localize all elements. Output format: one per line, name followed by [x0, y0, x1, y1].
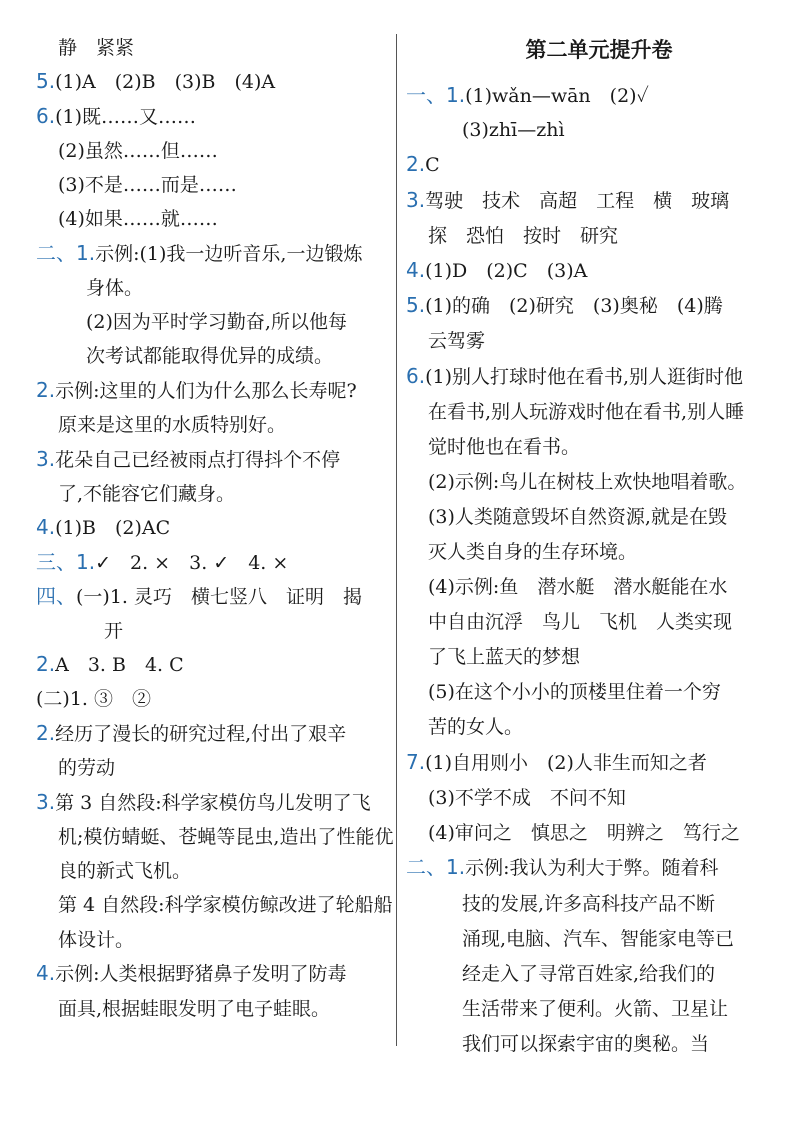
answer-line: 2.经历了漫长的研究过程,付出了艰辛 — [36, 721, 347, 745]
answer-line: 2.A 3. B 4. C — [36, 652, 184, 676]
answer-line: 静 紧紧 — [58, 37, 135, 59]
section-title: 第二单元提升卷 — [525, 38, 673, 62]
answer-line: 经走入了寻常百姓家,给我们的 — [462, 963, 716, 985]
answer-line: 苦的女人。 — [428, 716, 524, 738]
answer-line: 了飞上蓝天的梦想 — [428, 646, 581, 668]
answer-line: (3)不是……而是…… — [58, 174, 237, 196]
answer-line: 原来是这里的水质特别好。 — [58, 414, 287, 436]
answer-line: 身体。 — [86, 277, 144, 299]
answer-line: 体设计。 — [58, 929, 135, 951]
answer-line: 三、1.✓ 2. × 3. ✓ 4. × — [36, 550, 289, 574]
answer-line: 次考试都能取得优异的成绩。 — [86, 345, 334, 367]
answer-line: (二)1. ③ ② — [36, 688, 151, 710]
answer-line: (2)虽然……但…… — [58, 140, 218, 162]
answer-line: 觉时他也在看书。 — [428, 436, 581, 458]
answer-line: 中自由沉浮 鸟儿 飞机 人类实现 — [428, 611, 733, 633]
answer-line: (4)如果……就…… — [58, 208, 218, 230]
answer-line: 四、(一)1. 灵巧 横七竖八 证明 揭 — [36, 584, 362, 608]
answer-line: 6.(1)既……又…… — [36, 104, 197, 128]
answer-line: 3.第 3 自然段:科学家模仿鸟儿发明了飞 — [36, 790, 371, 814]
answer-line: 4.示例:人类根据野猪鼻子发明了防毒 — [36, 961, 347, 985]
answer-line: (3)不学不成 不问不知 — [428, 787, 626, 809]
answer-line: 我们可以探索宇宙的奥秘。当 — [462, 1033, 710, 1055]
answer-line: 生活带来了便利。火箭、卫星让 — [462, 998, 729, 1020]
answer-line: (3)人类随意毁坏自然资源,就是在毁 — [428, 506, 727, 528]
answer-line: 5.(1)的确 (2)研究 (3)奥秘 (4)腾 — [406, 293, 723, 317]
answer-line: 3.花朵自己已经被雨点打得抖个不停 — [36, 447, 341, 471]
answer-line: 一、1.(1)wǎn—wān (2)✓ — [406, 83, 649, 107]
answer-line: 6.(1)别人打球时他在看书,别人逛街时他 — [406, 364, 744, 388]
answer-line: 4.(1)D (2)C (3)A — [406, 258, 588, 282]
answer-line: (3)zhī—zhì — [462, 119, 565, 141]
answer-line: 探 恐怕 按时 研究 — [428, 225, 619, 247]
answer-line: 的劳动 — [58, 757, 116, 779]
answer-line: (5)在这个小小的顶楼里住着一个穷 — [428, 681, 721, 703]
answer-line: 4.(1)B (2)AC — [36, 515, 171, 539]
answer-line: 二、1.示例:(1)我一边听音乐,一边锻炼 — [36, 241, 363, 265]
answer-line: (2)因为平时学习勤奋,所以他每 — [86, 311, 347, 333]
answer-line: (4)审问之 慎思之 明辨之 笃行之 — [428, 822, 740, 844]
answer-line: 云驾雾 — [428, 330, 486, 352]
answer-line: 2.C — [406, 152, 440, 176]
answer-line: 7.(1)自用则小 (2)人非生而知之者 — [406, 750, 707, 774]
answer-line: 2.示例:这里的人们为什么那么长寿呢? — [36, 378, 357, 402]
answer-line: 第 4 自然段:科学家模仿鲸改进了轮船船 — [58, 894, 393, 916]
answer-line: 在看书,别人玩游戏时他在看书,别人睡 — [428, 401, 745, 423]
answer-line: 二、1.示例:我认为利大于弊。随着科 — [406, 855, 719, 879]
answer-line: 3.驾驶 技术 高超 工程 横 玻璃 — [406, 188, 730, 212]
answer-line: 5.(1)A (2)B (3)B (4)A — [36, 69, 276, 93]
answer-line: (4)示例:鱼 潜水艇 潜水艇能在水 — [428, 576, 728, 598]
answer-line: (2)示例:鸟儿在树枝上欢快地唱着歌。 — [428, 471, 747, 493]
answer-line: 良的新式飞机。 — [58, 860, 192, 882]
answer-line: 涌现,电脑、汽车、智能家电等已 — [462, 928, 735, 950]
answer-line: 机;模仿蜻蜓、苍蝇等昆虫,造出了性能优 — [58, 826, 394, 848]
column-divider — [396, 34, 397, 1046]
answer-line: 了,不能容它们藏身。 — [58, 483, 236, 505]
answer-line: 开 — [104, 620, 124, 642]
answer-line: 技的发展,许多高科技产品不断 — [462, 893, 716, 915]
answer-line: 面具,根据蛙眼发明了电子蛙眼。 — [58, 998, 331, 1020]
answer-line: 灭人类自身的生存环境。 — [428, 541, 638, 563]
